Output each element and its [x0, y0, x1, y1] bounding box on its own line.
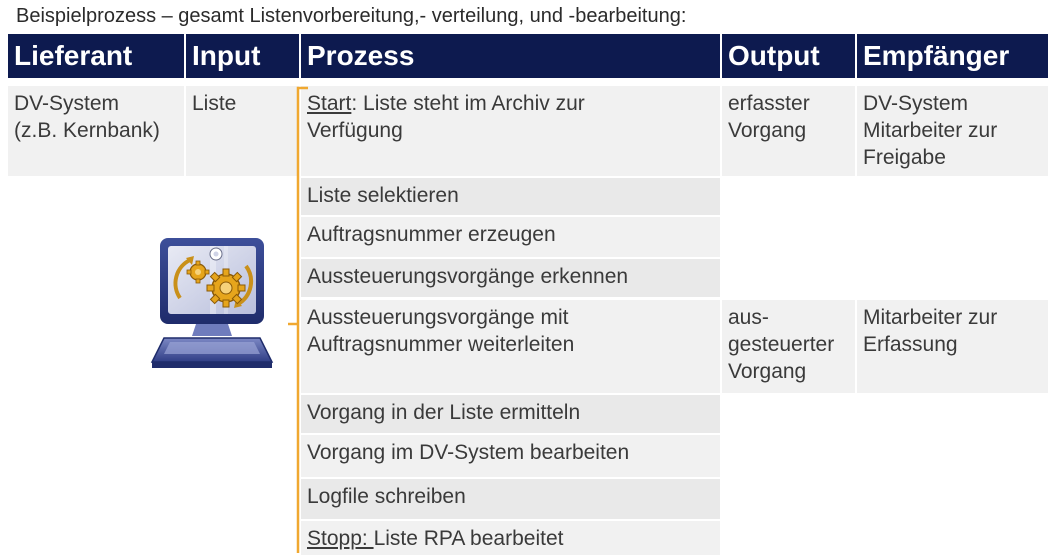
row5-empfaenger-line1: Mitarbeiter zur [863, 306, 998, 329]
header-prozess: Prozess [301, 34, 720, 78]
row5-prozess-line2: Auftragsnummer weiterleiten [307, 333, 575, 356]
row1-lieferant-line1: DV-System [14, 92, 120, 115]
step-vorgang-bearbeiten [301, 435, 720, 477]
step-text: Vorgang im DV-System bearbeiten [307, 441, 630, 464]
computer-gears-icon [150, 236, 276, 374]
row1-input [186, 86, 299, 176]
step-logfile [301, 479, 720, 519]
stop-label: Stopp: [307, 527, 374, 550]
header-empfaenger: Empfänger [857, 34, 1048, 78]
page-title: Beispielprozess – gesamt Listenvorbereitung,- verteilung, und -bearbeitung: [16, 5, 687, 27]
row5-output-line3: Vorgang [728, 360, 807, 383]
stop-line [307, 525, 714, 552]
header-output: Output [722, 34, 855, 78]
row5-empfaenger [857, 300, 1048, 393]
row1-empfaenger-line2: Mitarbeiter zur [863, 119, 998, 142]
row1-prozess-line1 [307, 90, 714, 117]
step-text: Vorgang in der Liste ermitteln [307, 401, 581, 424]
row1-lieferant-line2: (z.B. Kernbank) [14, 119, 160, 142]
row5-empfaenger-line2: Erfassung [863, 333, 958, 356]
row1-empfaenger-line1: DV-System [863, 92, 969, 115]
start-rest-1: : Liste steht im Archiv zur [351, 92, 585, 115]
start-rest-2: Verfügung [307, 119, 403, 142]
step-vorgang-ermitteln [301, 395, 720, 433]
row5-output-line2: gesteuerter [728, 333, 835, 356]
step-text: Aussteuerungsvorgänge erkennen [307, 265, 629, 288]
row-stop [301, 521, 720, 555]
process-bracket [284, 86, 314, 555]
row1-empfaenger [857, 86, 1048, 176]
step-text: Liste selektieren [307, 184, 459, 207]
row5-output-line1: aus- [728, 306, 769, 329]
step-text: Auftragsnummer erzeugen [307, 223, 556, 246]
row1-empfaenger-line3: Freigabe [863, 146, 946, 169]
row1-output-line1: erfasster [728, 92, 810, 115]
header-input: Input [186, 34, 299, 78]
row1-lieferant [8, 86, 184, 176]
row1-input-text: Liste [192, 92, 237, 115]
row5-prozess [301, 300, 720, 393]
step-text: Logfile schreiben [307, 485, 466, 508]
row5-output [722, 300, 855, 393]
start-label: Start [307, 92, 352, 115]
row1-prozess [301, 86, 720, 176]
row1-output-line2: Vorgang [728, 119, 807, 142]
step-auftragsnummer [301, 217, 720, 257]
step-aussteuerung-erkennen [301, 259, 720, 297]
row1-output [722, 86, 855, 176]
step-liste-selektieren [301, 178, 720, 215]
stop-rest: Liste RPA bearbeitet [373, 527, 564, 550]
header-lieferant: Lieferant [8, 34, 184, 78]
row5-prozess-line1: Aussteuerungsvorgänge mit [307, 306, 569, 329]
